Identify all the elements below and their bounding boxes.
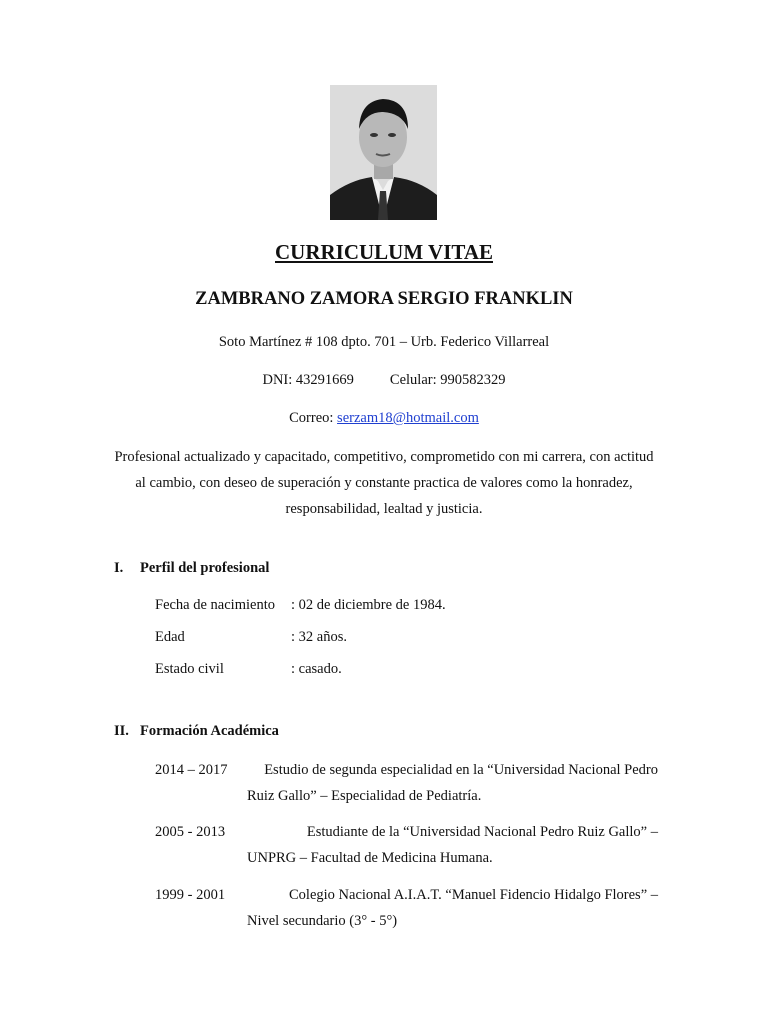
person-name: ZAMBRANO ZAMORA SERGIO FRANKLIN [195, 289, 573, 309]
education-years: 2005 - 2013 [155, 824, 226, 840]
education-line-2: UNPRG – Facultad de Medicina Humana. [247, 850, 493, 866]
field-value: : 32 años. [291, 629, 347, 645]
field-label: Edad [155, 629, 185, 645]
portrait-image [330, 85, 437, 220]
education-entry [155, 757, 658, 809]
field-label: Fecha de nacimiento [155, 597, 275, 613]
section-title: Perfil del profesional [140, 560, 270, 576]
section-number: II. [114, 723, 129, 739]
education-line-1: Colegio Nacional A.I.A.T. “Manuel Fidencio Hidalgo Flores” – [289, 887, 658, 903]
email-label: Correo: [289, 410, 334, 426]
dni-text: DNI: 43291669 [262, 372, 354, 388]
education-entry [155, 819, 658, 871]
profile-summary: Profesional actualizado y capacitado, competitivo, comprometido con mi carrera, con actitud al cambio, con deseo de superación y constante practica de valores como la honradez, responsabilidad, lealtad y justicia. [114, 449, 654, 517]
email-link[interactable]: serzam18@hotmail.com [337, 410, 479, 426]
education-years: 2014 – 2017 [155, 762, 228, 778]
section-title: Formación Académica [140, 723, 279, 739]
id-contact-line [0, 372, 768, 389]
profile-photo [330, 85, 437, 220]
cell-phone-text: Celular: 990582329 [389, 372, 506, 388]
section-number: I. [114, 560, 124, 576]
education-entry [155, 882, 658, 934]
profile-row-marital-status [155, 661, 342, 678]
field-label: Estado civil [155, 661, 224, 677]
field-value: : casado. [291, 661, 342, 677]
section-heading-profile [114, 560, 269, 577]
address-line: Soto Martínez # 108 dpto. 701 – Urb. Federico Villarreal [218, 334, 550, 350]
education-line-1: Estudiante de la “Universidad Nacional Pedro Ruiz Gallo” – [306, 824, 658, 840]
education-line-2: Ruiz Gallo” – Especialidad de Pediatría. [247, 788, 482, 804]
email-line [0, 410, 768, 427]
profile-row-age [155, 629, 347, 646]
education-line-2: Nivel secundario (3° - 5°) [247, 913, 398, 929]
profile-row-birthdate [155, 597, 446, 614]
education-years: 1999 - 2001 [155, 887, 226, 903]
field-value: : 02 de diciembre de 1984. [291, 597, 446, 613]
document-title: CURRICULUM VITAE [275, 240, 493, 264]
education-line-1: Estudio de segunda especialidad en la “Universidad Nacional Pedro [264, 762, 658, 778]
section-heading-education [114, 723, 279, 740]
